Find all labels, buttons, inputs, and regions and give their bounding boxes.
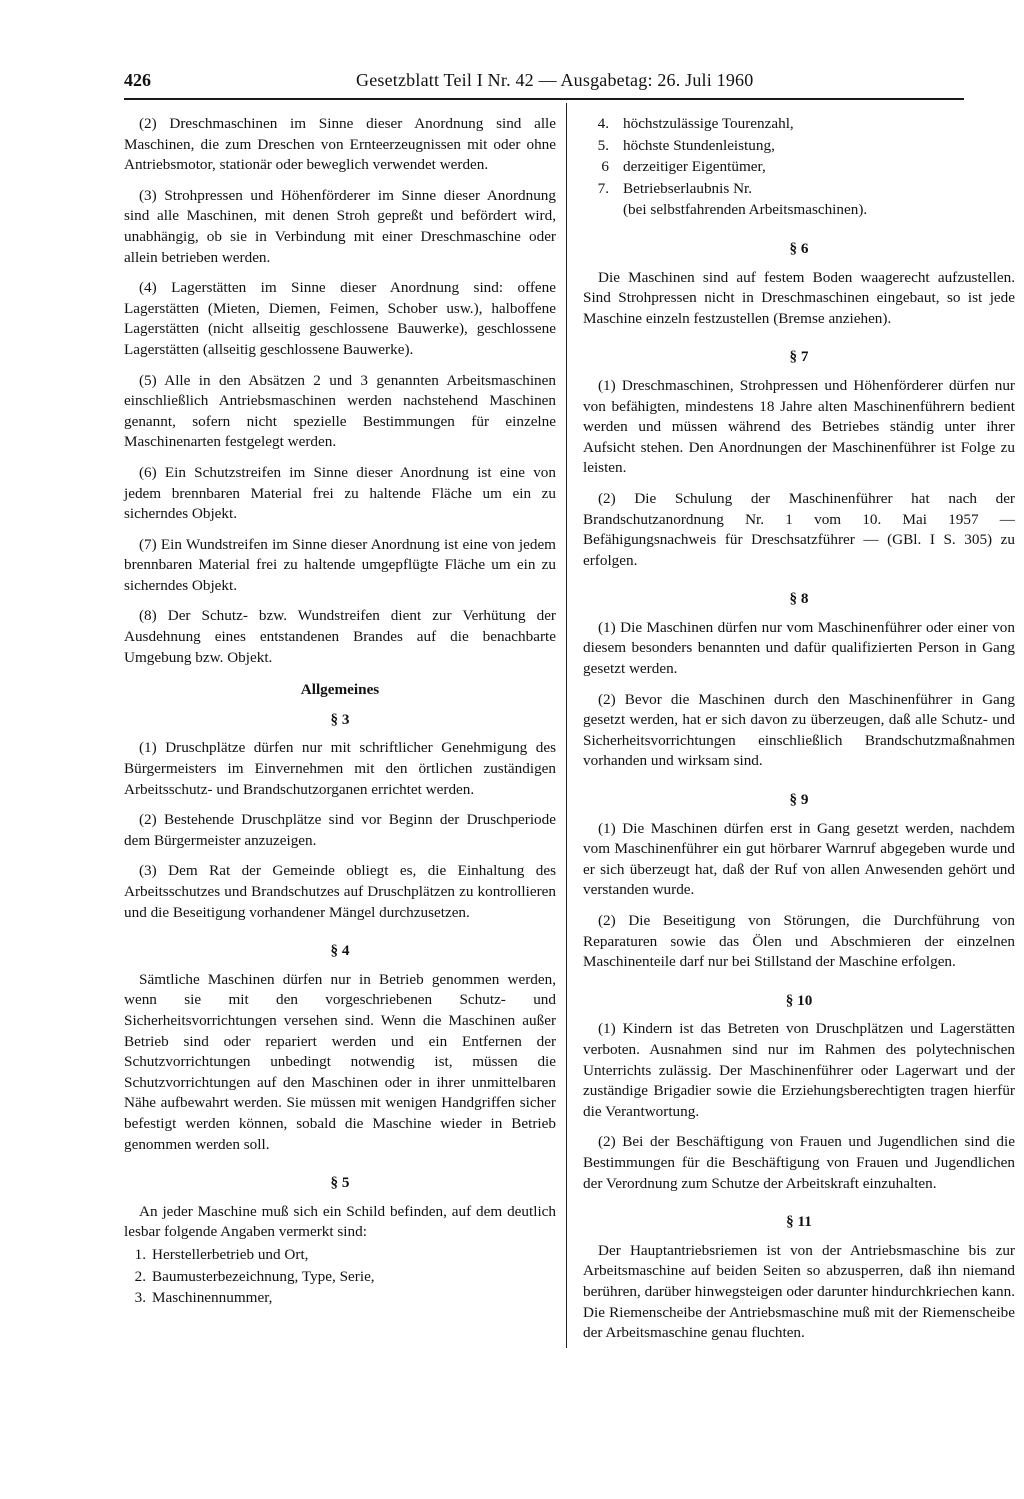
list-text: Maschinennummer, (152, 1289, 273, 1307)
section-5-intro: An jeder Maschine muß sich ein Schild befinden, auf dem deutlich lesbar folgende Angaben vermerkt sind: (124, 1202, 556, 1241)
section-4-heading: § 4 (330, 942, 350, 960)
section-6-paragraph: Die Maschinen sind auf festem Boden waagerecht aufzustellen. Sind Strohpressen nicht in Dreschmaschinen eingebaut, so ist jede Maschine einzeln festzustellen (Bremse anziehen). (583, 268, 1015, 327)
section-8-paragraph-1: (1) Die Maschinen dürfen nur vom Maschinenführer oder einer von diesem besonders benannten und dafür qualifizierten Person in Gang gesetzt werden. (583, 618, 1015, 678)
paragraph-4: (4) Lagerstätten im Sinne dieser Anordnung sind: offene Lagerstätten (Mieten, Diemen, Feimen, Schober usw.), halboffene Lagerstätten (nicht allseitig geschlossene Bauwerke), geschlossene Lagerstätten (allseitig geschlossene Bauwerke). (124, 279, 556, 358)
section-8-paragraph-2: (2) Bevor die Maschinen durch den Maschinenführer in Gang gesetzt werden, hat er sich davon zu überzeugen, daß alle Schutz- und Sicherheitsvorrichtungen einschließlich Brandschutzmaßnahmen vorhanden und wirksam sind. (583, 690, 1015, 770)
section-7-paragraph-2: (2) Die Schulung der Maschinenführer hat nach der Brandschutzanordnung Nr. 1 vom 10. Mai 1957 — Befähigungsnachweis für Dreschsatzführer — (GBl. I S. 305) zu erfolgen. (583, 489, 1015, 569)
section-10-paragraph-2: (2) Bei der Beschäftigung von Frauen und Jugendlichen sind die Bestimmungen für die Beschäftigung von Frauen und Jugendlichen der Verordnung zum Schutze der Arbeitskraft einzuhalten. (583, 1133, 1015, 1192)
section-9-paragraph-1: (1) Die Maschinen dürfen erst in Gang gesetzt werden, nachdem vom Maschinenführer ein gut hörbarer Warnruf abgegeben wurde und er sich überzeugt hat, daß der Ruf von allen Anwesenden gehört und verstanden wurde. (583, 819, 1015, 899)
section-7-heading: § 7 (789, 348, 809, 366)
paragraph-6: (6) Ein Schutzstreifen im Sinne dieser Anordnung ist eine von jedem brennbaren Material frei zu haltende Fläche um ein zu sicherndes Objekt. (124, 463, 556, 523)
section-3-paragraph-2: (2) Bestehende Druschplätze sind vor Beginn der Druschperiode dem Bürgermeister anzuzeigen. (124, 811, 556, 849)
section-heading-general: Allgemeines (300, 681, 380, 699)
list-text: Herstellerbetrieb und Ort, (152, 1245, 309, 1263)
page-number: 426 (124, 70, 151, 90)
operating-permit-note: (bei selbstfahrenden Arbeitsmaschinen). (623, 201, 868, 219)
section-10-heading: § 10 (785, 991, 813, 1009)
paragraph-8: (8) Der Schutz- bzw. Wundstreifen dient zur Verhütung der Ausdehnung eines entstandenen Brandes auf die benachbarte Umgebung bzw. Objekt. (124, 607, 556, 666)
list-item (583, 114, 1015, 135)
section-3-paragraph-3: (3) Dem Rat der Gemeinde obliegt es, die Einhaltung des Arbeitsschutzes und Brandschutzes auf Druschplätzen zu kontrollieren und die Beseitigung vorhandener Mängel durchzusetzen. (124, 862, 556, 921)
paragraph-7: (7) Ein Wundstreifen im Sinne dieser Anordnung ist eine von jedem brennbaren Material frei zu haltende umgepflügte Fläche um ein zu sicherndes Objekt. (124, 535, 556, 594)
section-11-heading: § 11 (786, 1213, 812, 1231)
section-8-heading: § 8 (789, 590, 809, 608)
list-item (583, 136, 1015, 157)
list-text: höchste Stundenleistung, (623, 136, 775, 154)
list-number: 1. (134, 1245, 146, 1263)
list-item (124, 1288, 556, 1309)
section-3-heading: § 3 (330, 710, 350, 728)
left-column (124, 114, 556, 1310)
list-number: 5. (597, 136, 609, 154)
paragraph-2: (2) Dreschmaschinen im Sinne dieser Anordnung sind alle Maschinen, die zum Dreschen von Ernteerzeugnissen mit oder ohne Antriebsmotor, stationär oder beweglich verwendet werden. (124, 115, 556, 174)
label-requirements-list-continued (583, 114, 1015, 199)
list-text: Baumusterbezeichnung, Type, Serie, (152, 1267, 375, 1285)
list-number: 7. (597, 179, 609, 197)
list-text: Betriebserlaubnis Nr. (623, 179, 753, 197)
label-requirements-list (124, 1245, 556, 1309)
section-11-paragraph: Der Hauptantriebsriemen ist von der Antriebsmaschine bis zur Arbeitsmaschine auf beiden Seiten so abzusperren, daß ihn niemand berühren, darüber hinwegsteigen oder darunter hindurchkriechen kann. Die Riemenscheibe der Antriebsmaschine muß mit der Riemenscheibe der Arbeitsmaschine genau fluchten. (583, 1241, 1015, 1342)
column-divider (566, 103, 567, 1348)
section-9-heading: § 9 (789, 791, 809, 809)
list-item (583, 157, 1015, 178)
section-9-paragraph-2: (2) Die Beseitigung von Störungen, die Durchführung von Reparaturen sowie das Ölen und Abschmieren der einzelnen Maschinenteile darf nur bei Stillstand der Maschine erfolgen. (583, 912, 1015, 971)
gazette-title: Gesetzblatt Teil I Nr. 42 — Ausgabetag: 26. Juli 1960 (356, 70, 754, 90)
list-number: 4. (597, 115, 609, 132)
paragraph-5: (5) Alle in den Absätzen 2 und 3 genannten Arbeitsmaschinen einschließlich Antriebsmaschinen werden nachstehend Maschinen genannt, sofern nicht spezielle Bestimmungen für einzelne Maschinenarten festgelegt werden. (124, 371, 556, 451)
list-text: höchstzulässige Tourenzahl, (623, 115, 794, 132)
list-number: 3. (134, 1289, 146, 1307)
list-item (124, 1245, 556, 1266)
list-number: 6 (601, 158, 609, 176)
section-6-heading: § 6 (789, 239, 809, 257)
paragraph-3: (3) Strohpressen und Höhenförderer im Sinne dieser Anordnung sind alle Maschinen, mit denen Stroh gepreßt und befördert wird, unabhängig, ob sie in Verbindung mit einer Dreschmaschine oder allein betrieben werden. (124, 186, 556, 266)
section-4-paragraph: Sämtliche Maschinen dürfen nur in Betrieb genommen werden, wenn sie mit den vorgeschriebenen Schutz- und Sicherheitsvorrichtungen versehen sind. Wenn die Maschinen außer Betrieb sind oder repariert werden und ein Entfernen der Schutzvorrichtungen unbedingt notwendig ist, müssen die Schutzvorrichtungen auf den Maschinen oder in ihrer unmittelbaren Nähe aufbewahrt werden. Sie müssen mit wenigen Handgriffen sicher befestigt werden können, sobald die Maschine wieder in Betrieb genommen werden soll. (124, 970, 556, 1153)
section-7-paragraph-1: (1) Dreschmaschinen, Strohpressen und Höhenförderer dürfen nur von befähigten, mindestens 18 Jahre alten Maschinenführern bedient werden und müssen während des Betriebes ständig unter ihrer Aufsicht stehen. Den Anordnungen der Maschinenführer ist Folge zu leisten. (583, 376, 1015, 477)
section-10-paragraph-1: (1) Kindern ist das Betreten von Druschplätzen und Lagerstätten verboten. Ausnahmen sind nur im Rahmen des polytechnischen Unterrichts zulässig. Der Maschinenführer oder Lagerwart und der zuständige Brigadier sowie die Erziehungsberechtigten tragen hierfür die Verantwortung. (583, 1020, 1015, 1120)
page-header (124, 70, 964, 100)
list-item (124, 1267, 556, 1288)
list-item (583, 179, 1015, 200)
right-column (583, 114, 1015, 1354)
list-number: 2. (134, 1267, 146, 1285)
section-5-heading: § 5 (330, 1174, 350, 1192)
list-text: derzeitiger Eigentümer, (623, 158, 766, 176)
section-3-paragraph-1: (1) Druschplätze dürfen nur mit schriftlicher Genehmigung des Bürgermeisters im Einvernehmen mit den örtlichen zuständigen Arbeitsschutz- und Brandschutzorganen errichtet werden. (124, 739, 556, 798)
